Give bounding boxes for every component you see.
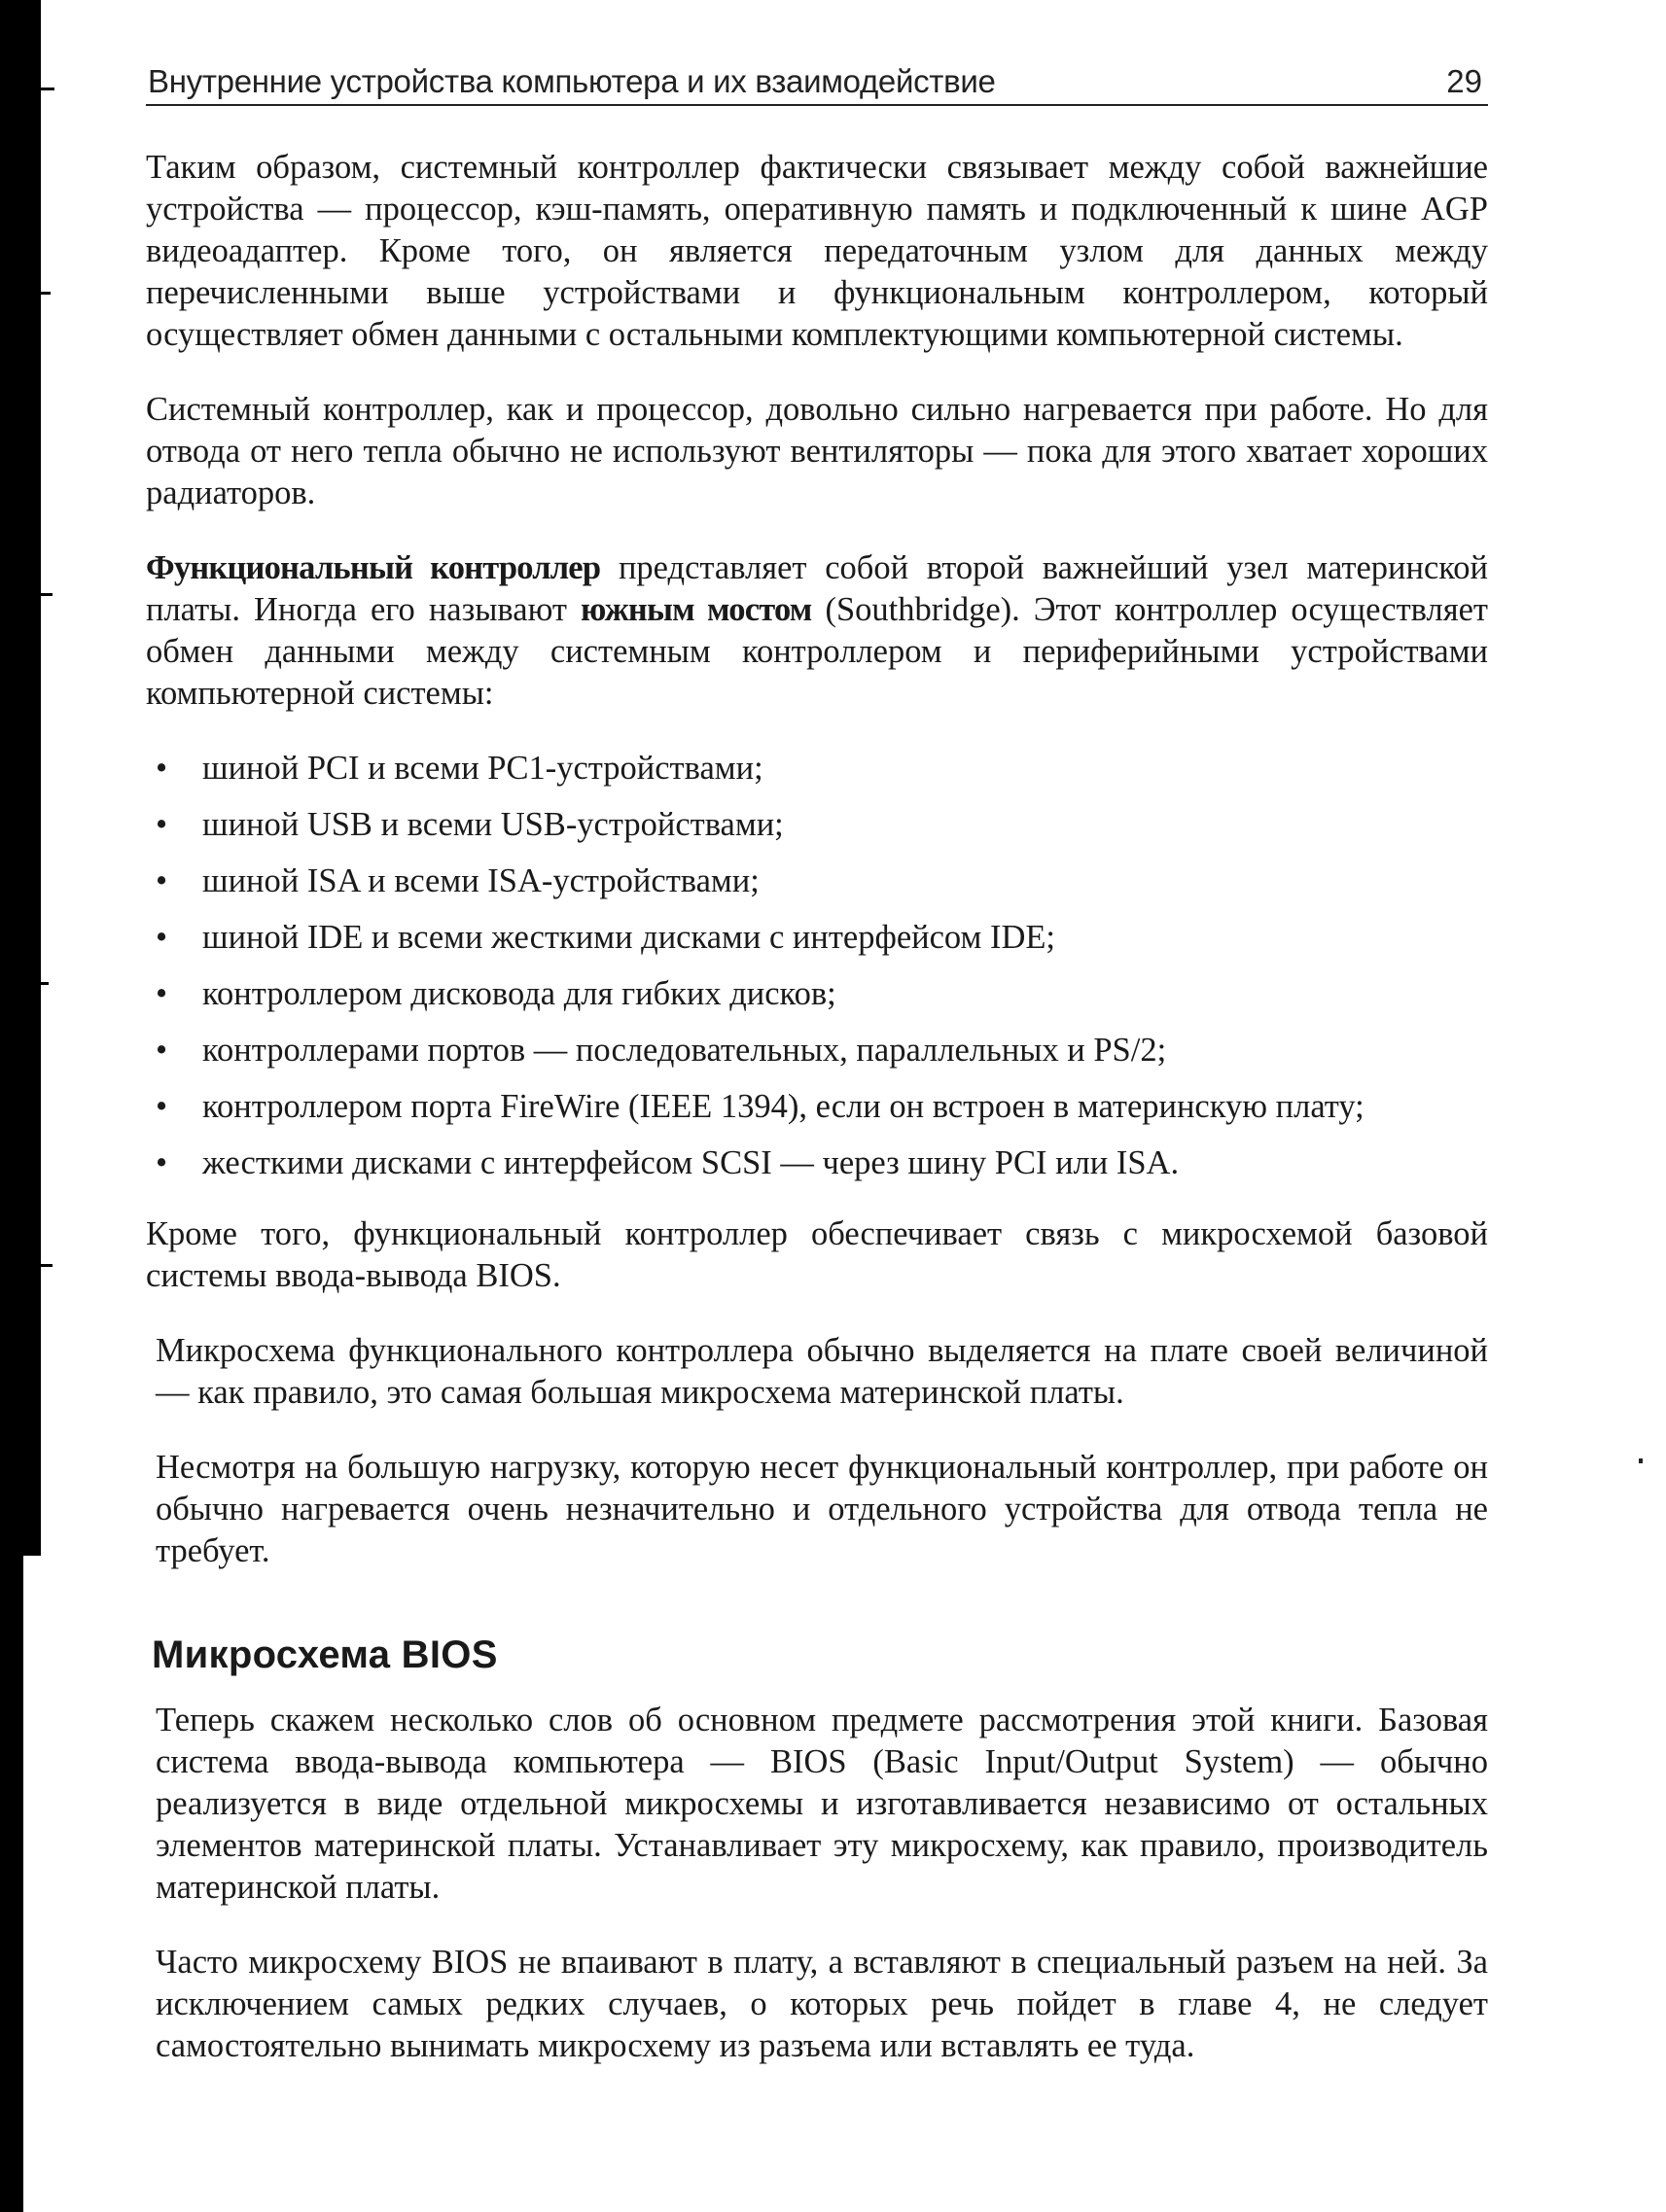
list-item-text: контроллером порта FireWire (IEEE 1394), если он встроен в материнскую плату; [202,1088,1365,1125]
scan-dot [10,1794,15,1800]
paragraph: Несмотря на большую нагрузку, которую несет функциональный контроллер, при работе он обычно нагревается очень незначительно и отдельного устройства для отвода тепла не требует. [156,1449,1488,1569]
list-item-text: контроллером дисковода для гибких дисков; [202,975,836,1012]
list-item-text: жесткими дисками с интерфейсом SCSI — через шину PCI или ISA. [202,1144,1180,1181]
list-item [146,973,1488,1015]
bullet-icon: • [156,1032,168,1069]
list-item [146,1142,1488,1184]
list-item-text: шиной ISA и всеми ISA-устройствами; [202,862,760,899]
term-southbridge: южным мостом [581,591,812,628]
page-number: 29 [1446,63,1482,99]
scan-dot [14,1731,18,1737]
scan-tick [41,593,53,596]
bullet-icon: • [156,862,168,899]
scan-tick [41,1264,53,1267]
running-head-title: Внутренние устройства компьютера и их взаимодействие [148,63,996,99]
scan-tick [41,88,54,90]
list-item-text: шиной IDE и всеми жесткими дисками с интерфейсом IDE; [202,919,1056,956]
list-item-text: шиной PCI и всеми PC1-устройствами; [202,750,763,787]
bullet-icon: • [156,750,168,787]
bullet-icon: • [156,1088,168,1125]
scan-edge [0,0,58,2212]
paragraph-text: (Southbridge). Этот контроллер осуществляет обмен данными между системным контроллером и периферийными устройствами компьютерной системы: [146,591,1488,712]
bullet-icon: • [156,975,168,1012]
term-functional-controller: Функциональный контроллер [146,549,601,586]
list-item [146,860,1488,902]
paragraph: Таким образом, системный контроллер фактически связывает между собой важнейшие устройства — процессор, кэш-память, оперативную память и подключенный к шине AGP видеоадаптер. Кроме того, он является передаточным узлом для данных между перечисленными выше устройствами и функциональным контроллером, который осуществляет обмен данными с остальными комплектующими компьютерной системы. [146,149,1488,353]
paragraph: Микросхема функционального контроллера обычно выделяется на плате своей величиной — как правило, это самая большая микросхема материнской платы. [156,1332,1488,1411]
page-body [146,147,1488,2067]
list-item [146,804,1488,846]
bullet-icon: • [156,1144,168,1181]
scan-dot [10,1881,15,1903]
book-page [146,53,1488,2100]
scan-tick [41,982,49,985]
list-item [146,748,1488,790]
paragraph-text: представляет собой второй важнейший узел материнской платы. Иногда его называют [146,549,1489,628]
list-item-text: контроллерами портов — последовательных, параллельных и PS/2; [202,1032,1167,1069]
paragraph: Теперь скажем несколько слов об основном предмете рассмотрения этой книги. Базовая система ввода-вывода компьютера — BIOS (Basic Input/Output System) — обычно реализуется в виде отдельной микросхемы и изготавливается независимо от остальных элементов материнской платы. Устанавливает эту микросхему, как правило, производитель материнской платы. [156,1702,1488,1906]
scan-dot [12,1833,17,1839]
bullet-icon: • [156,806,168,843]
stray-mark [1639,1458,1643,1463]
paragraph: Системный контроллер, как и процессор, довольно сильно нагревается при работе. Но для отвода от него тепла обычно не используют вентиляторы — пока для этого хватает хороших радиаторов. [146,391,1488,511]
paragraph: Часто микросхему BIOS не впаивают в плату, а вставляют в специальный разъем на ней. За исключением самых редких случаев, о которых речь пойдет в главе 4, не следует самостоятельно вынимать микросхему из разъема или вставлять ее туда. [156,1944,1488,2064]
list-item-text: шиной USB и всеми USB-устройствами; [202,806,784,843]
scan-edge-bar [0,0,41,1556]
scan-tick [41,292,51,295]
list-item [146,917,1488,959]
bullet-icon: • [156,919,168,956]
section-heading: Микросхема BIOS [152,1633,498,1676]
list-item [146,1030,1488,1071]
scan-dot [8,1624,13,1630]
paragraph: Кроме того, функциональный контроллер обеспечивает связь с микросхемой базовой системы ввода-вывода BIOS. [146,1215,1488,1294]
running-head [146,53,1488,106]
list-item [146,1086,1488,1128]
bullet-list [146,748,1488,1184]
paragraph-functional-controller [146,547,1488,715]
